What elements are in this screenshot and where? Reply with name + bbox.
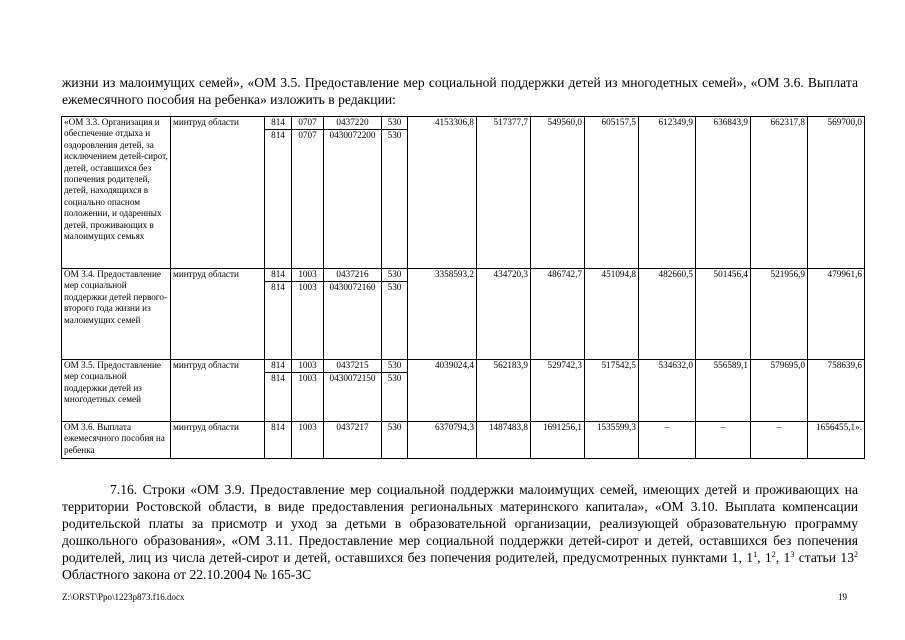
table-row (62, 269, 865, 282)
vr-code-cell: 530 (382, 373, 408, 422)
vr-code-cell: 530 (382, 117, 408, 130)
csr-code-cell: 0437220 (324, 117, 382, 130)
footer-file-path: Z:\ORST\Ppo\1223p873.f16.docx (62, 592, 185, 602)
value-cell: 529742,3 (531, 360, 585, 422)
value-cell: 1535599,3 (585, 422, 639, 459)
value-cell: 517542,5 (585, 360, 639, 422)
csr-code-cell: 0437216 (324, 269, 382, 282)
csr-code-cell: 0430072160 (324, 282, 382, 360)
value-cell: 451094,8 (585, 269, 639, 360)
value-cell: 1656455,1». (808, 422, 865, 459)
executor-cell: минтруд области (171, 360, 265, 422)
vr-code-cell: 530 (382, 269, 408, 282)
vr-code-cell: 530 (382, 130, 408, 269)
paragraph-7-16-text: 7.16. Строки «ОМ 3.9. Предоставление мер социальной поддержки малоимущих семей, имеющих детей и проживающих на территории Ростовской области, в виде предоставления региональных материнского капитала», «ОМ 3.10. Выплата компенсации родительской платы за присмотр и уход за детьми в образовательной организации, реализующей образовательную программу дошкольного образования», «ОМ 3.11. Предоставление мер социальной поддержки детей-сирот и детей, оставшихся без попечения родителей, лиц из числа детей-сирот и детей, оставшихся без попечения родителей, предусмотренных пунктами 1, 1 (62, 482, 858, 565)
value-cell: – (751, 422, 808, 459)
value-cell: 758639,6 (808, 360, 865, 422)
value-cell: 562183,9 (477, 360, 531, 422)
value-cell: 556589,1 (696, 360, 751, 422)
paragraph-7-16 (62, 481, 858, 583)
value-cell: 534632,0 (639, 360, 696, 422)
grbs-code-cell: 814 (265, 117, 292, 130)
csr-code-cell: 0437217 (324, 422, 382, 459)
value-cell: 612349,9 (639, 117, 696, 269)
value-cell: 1487483,8 (477, 422, 531, 459)
csr-code-cell: 0430072150 (324, 373, 382, 422)
value-cell: 6370794,3 (408, 422, 477, 459)
measure-name-cell: ОМ 3.5. Предоставление мер социальной поддержки детей из многодетных семей (62, 360, 171, 422)
value-cell: 549560,0 (531, 117, 585, 269)
value-cell: 636843,9 (696, 117, 751, 269)
table-row (62, 422, 865, 459)
grbs-code-cell: 814 (265, 282, 292, 360)
grbs-code-cell: 814 (265, 269, 292, 282)
paragraph-7-16-text: Областного закона от 22.10.2004 № 165-ЗС (62, 567, 312, 582)
measure-name-cell: ОМ 3.6. Выплата ежемесячного пособия на ребенка (62, 422, 171, 459)
rzpr-code-cell: 0707 (292, 130, 324, 269)
csr-code-cell: 0437215 (324, 360, 382, 373)
executor-cell: минтруд области (171, 117, 265, 269)
budget-table (61, 116, 865, 459)
executor-cell: минтруд области (171, 422, 265, 459)
paragraph-7-16-text: статьи 13 (794, 550, 854, 565)
measure-name-cell: ОМ 3.4. Предоставление мер социальной поддержки детей первого-второго года жизни из малоимущих семей (62, 269, 171, 360)
csr-code-cell: 0430072200 (324, 130, 382, 269)
value-cell: 569700,0 (808, 117, 865, 269)
value-cell: – (639, 422, 696, 459)
grbs-code-cell: 814 (265, 130, 292, 269)
value-cell: 434720,3 (477, 269, 531, 360)
value-cell: 579695,0 (751, 360, 808, 422)
measure-name-cell: «ОМ 3.3. Организация и обеспечение отдыха и оздоровления детей, за исключением детей-сирот, детей, оставшихся без попечения родителей, детей, находящихся в социально опасном положении, и одаренных детей, проживающих в малоимущих семьях (62, 117, 171, 269)
rzpr-code-cell: 1003 (292, 360, 324, 373)
paragraph-7-16-text: , 1 (757, 550, 772, 565)
vr-code-cell: 530 (382, 360, 408, 373)
rzpr-code-cell: 1003 (292, 373, 324, 422)
value-cell: 662317,8 (751, 117, 808, 269)
value-cell: 4153306,8 (408, 117, 477, 269)
value-cell: 3358593,2 (408, 269, 477, 360)
executor-cell: минтруд области (171, 269, 265, 360)
grbs-code-cell: 814 (265, 360, 292, 373)
value-cell: 479961,6 (808, 269, 865, 360)
value-cell: – (696, 422, 751, 459)
superscript: 1 (753, 550, 758, 559)
value-cell: 517377,7 (477, 117, 531, 269)
vr-code-cell: 530 (382, 422, 408, 459)
value-cell: 501456,4 (696, 269, 751, 360)
paragraph-7-16-text: , 1 (775, 550, 791, 565)
table-row (62, 117, 865, 130)
superscript: 2 (854, 550, 858, 559)
value-cell: 605157,5 (585, 117, 639, 269)
value-cell: 4039024,4 (408, 360, 477, 422)
grbs-code-cell: 814 (265, 422, 292, 459)
intro-paragraph: жизни из малоимущих семей», «ОМ 3.5. Предоставление мер социальной поддержки детей из многодетных семей», «ОМ 3.6. Выплата ежемесячного пособия на ребенка» изложить в редакции: (62, 75, 858, 107)
superscript: 2 (771, 550, 776, 559)
rzpr-code-cell: 0707 (292, 117, 324, 130)
table-row (62, 360, 865, 373)
grbs-code-cell: 814 (265, 373, 292, 422)
rzpr-code-cell: 1003 (292, 269, 324, 282)
superscript: 3 (790, 550, 795, 559)
value-cell: 1691256,1 (531, 422, 585, 459)
rzpr-code-cell: 1003 (292, 282, 324, 360)
value-cell: 486742,7 (531, 269, 585, 360)
vr-code-cell: 530 (382, 282, 408, 360)
value-cell: 482660,5 (639, 269, 696, 360)
value-cell: 521956,9 (751, 269, 808, 360)
rzpr-code-cell: 1003 (292, 422, 324, 459)
page-number: 19 (838, 592, 847, 602)
